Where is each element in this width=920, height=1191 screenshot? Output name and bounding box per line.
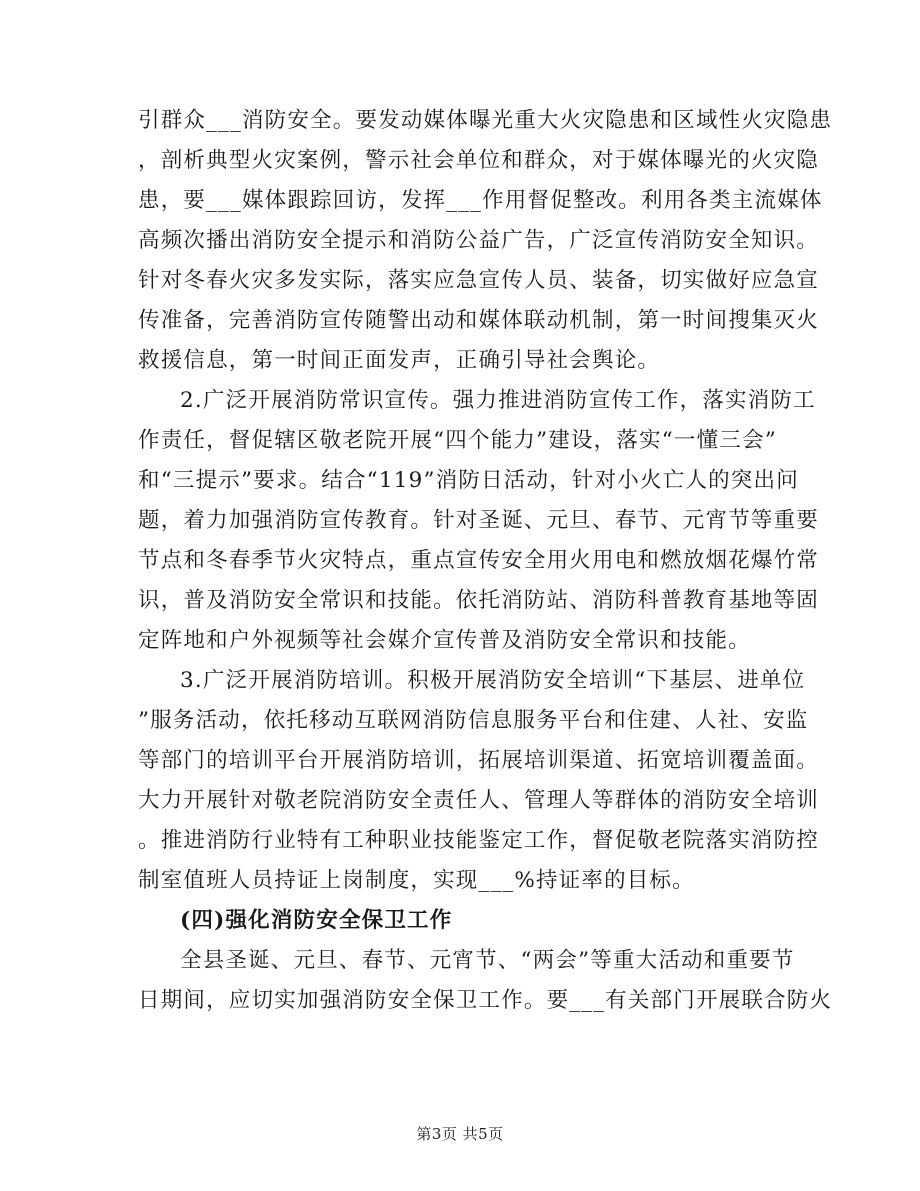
body-line-12: 节点和冬春季节火灾特点，重点宣传安全用火用电和燃放烟花爆竹常 — [138, 548, 820, 573]
body-line-4: 高频次播出消防安全提示和消防公益广告，广泛宣传消防安全知识。 — [138, 228, 820, 253]
body-line-10: 和“三提示”要求。结合“119”消防日活动，针对小火亡人的突出问 — [138, 468, 799, 493]
section-heading: (四)强化消防安全保卫工作 — [180, 908, 453, 933]
body-line-8: 2.广泛开展消防常识宣传。强力推进消防宣传工作，落实消防工 — [180, 388, 816, 413]
body-line-3: 患，要___媒体跟踪回访，发挥___作用督促整改。利用各类主流媒体 — [138, 188, 823, 213]
body-line-11: 题，着力加强消防宣传教育。针对圣诞、元旦、春节、元宵节等重要 — [138, 508, 820, 533]
body-line-19: 。推进消防行业特有工种职业技能鉴定工作，督促敬老院落实消防控 — [138, 828, 820, 853]
body-line-20: 制室值班人员持证上岗制度，实现___%持证率的目标。 — [138, 868, 695, 893]
body-line-5: 针对冬春火灾多发实际，落实应急宣传人员、装备，切实做好应急宣 — [138, 268, 820, 293]
body-line-2: ，剖析典型火灾案例，警示社会单位和群众，对于媒体曝光的火灾隐 — [138, 148, 820, 173]
body-line-13: 识，普及消防安全常识和技能。依托消防站、消防科普教育基地等固 — [138, 588, 820, 613]
body-line-1: 引群众___消防安全。要发动媒体曝光重大火灾隐患和区域性火灾隐患 — [138, 108, 833, 133]
body-line-14: 定阵地和户外视频等社会媒介宣传普及消防安全常识和技能。 — [138, 628, 751, 653]
body-line-18: 大力开展针对敬老院消防安全责任人、管理人等群体的消防安全培训 — [138, 788, 820, 813]
body-line-22: 全县圣诞、元旦、春节、元宵节、“两会”等重大活动和重要节 — [180, 948, 795, 973]
body-line-15: 3.广泛开展消防培训。积极开展消防安全培训“下基层、进单位 — [180, 668, 806, 693]
body-line-16: ”服务活动，依托移动互联网消防信息服务平台和住建、人社、安监 — [138, 708, 809, 733]
page-number-footer: 第3页 共5页 — [416, 1125, 504, 1143]
body-line-17: 等部门的培训平台开展消防培训，拓展培训渠道、拓宽培训覆盖面。 — [138, 748, 820, 773]
body-line-9: 作责任，督促辖区敬老院开展“四个能力”建设，落实“一懂三会” — [138, 428, 777, 453]
body-line-6: 传准备，完善消防宣传随警出动和媒体联动机制，第一时间搜集灭火 — [138, 308, 820, 333]
body-line-7: 救援信息，第一时间正面发声，正确引导社会舆论。 — [138, 348, 661, 373]
body-line-23: 日期间，应切实加强消防安全保卫工作。要___有关部门开展联合防火 — [138, 988, 833, 1013]
